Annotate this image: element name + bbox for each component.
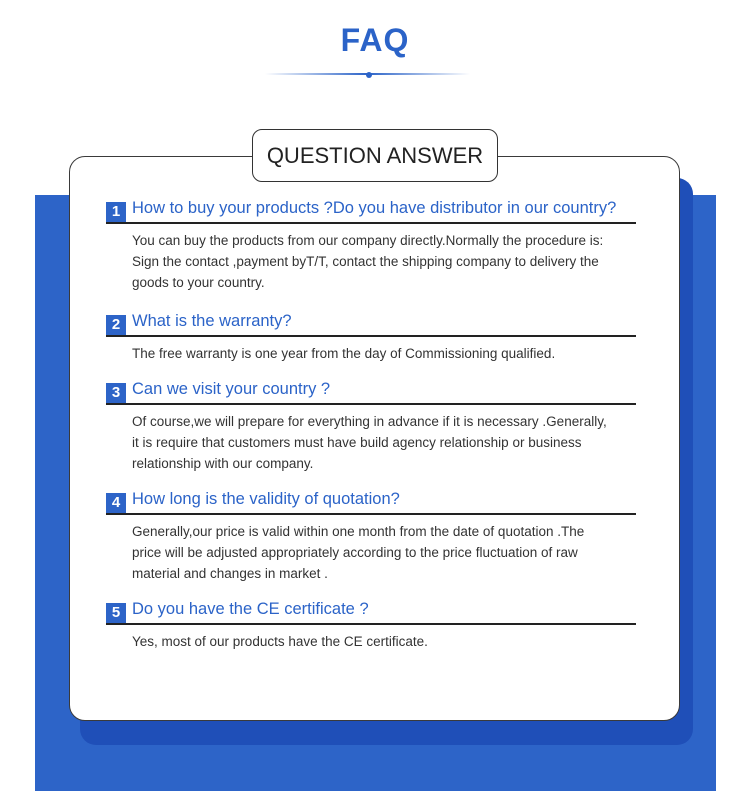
- question-number-badge: 2: [106, 315, 126, 335]
- question-number-badge: 3: [106, 383, 126, 403]
- faq-question-row: [106, 199, 636, 224]
- answer-line: Sign the contact ,payment byT/T, contact the shipping company to delivery the: [132, 254, 599, 269]
- faq-item-5: [106, 600, 636, 652]
- question-number-badge: 1: [106, 202, 126, 222]
- answer-line: Of course,we will prepare for everything in advance if it is necessary .Generally,: [132, 414, 607, 429]
- faq-item-2: [106, 312, 636, 364]
- faq-question: Can we visit your country ?: [132, 380, 331, 398]
- faq-question-row: [106, 312, 636, 337]
- faq-question: How to buy your products ?Do you have distributor in our country?: [132, 199, 617, 217]
- answer-line: relationship with our company.: [132, 456, 314, 471]
- faq-item-1: [106, 199, 636, 293]
- faq-question-row: [106, 600, 636, 625]
- answer-line: material and changes in market .: [132, 566, 328, 581]
- page-title: FAQ: [340, 22, 410, 58]
- faq-question-row: [106, 380, 636, 405]
- question-number-badge: 4: [106, 493, 126, 513]
- answer-line: it is require that customers must have build agency relationship or business: [132, 435, 582, 450]
- answer-line: goods to your country.: [132, 275, 265, 290]
- answer-line: Generally,our price is valid within one month from the date of quotation .The: [132, 524, 585, 539]
- faq-answer: [132, 343, 636, 364]
- answer-line: Yes, most of our products have the CE certificate.: [132, 634, 428, 649]
- faq-answer: [132, 230, 636, 293]
- faq-answer: [132, 411, 636, 474]
- answer-line: The free warranty is one year from the day of Commissioning qualified.: [132, 346, 556, 361]
- faq-answer: [132, 631, 636, 652]
- answer-line: price will be adjusted appropriately according to the price fluctuation of raw: [132, 545, 578, 560]
- faq-question-row: [106, 490, 636, 515]
- section-tag: QUESTION ANSWER: [252, 129, 498, 182]
- answer-line: You can buy the products from our company directly.Normally the procedure is:: [132, 233, 604, 248]
- faq-answer: [132, 521, 636, 584]
- question-number-badge: 5: [106, 603, 126, 623]
- faq-question: Do you have the CE certificate ?: [132, 600, 369, 618]
- title-divider-dot: [366, 72, 372, 78]
- faq-item-3: [106, 380, 636, 474]
- faq-item-4: [106, 490, 636, 584]
- faq-question: What is the warranty?: [132, 312, 292, 330]
- faq-question: How long is the validity of quotation?: [132, 490, 400, 508]
